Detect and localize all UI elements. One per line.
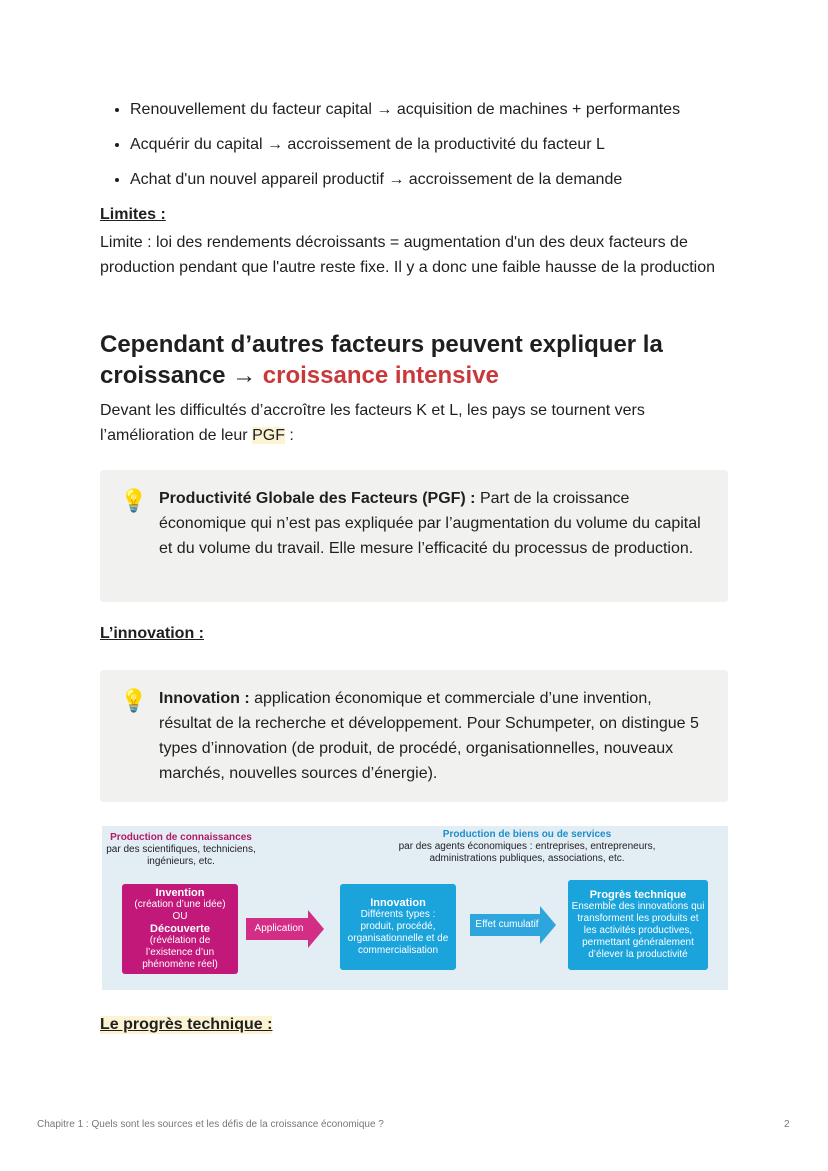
- invention-text: (création d’une idée): [134, 899, 226, 910]
- progres-box-text: Ensemble des innovations qui transforment les produits et les activités productives, permettant généralement d’élever la productivité: [571, 901, 705, 960]
- intro-colon: :: [284, 427, 294, 444]
- innovation-heading: L’innovation :: [100, 625, 204, 642]
- progres-technique-box: [568, 880, 708, 970]
- innovation-callout: [100, 670, 728, 802]
- decouverte-title: Découverte: [150, 923, 210, 935]
- diagram-right-subtitle: par des agents économiques : entreprises, entrepreneurs, administrations publiques, associations, etc.: [398, 841, 656, 864]
- innovation-diagram: [102, 826, 728, 990]
- innovation-box-title: Innovation: [370, 897, 426, 909]
- section-title: [100, 329, 728, 391]
- callout-definition: application économique et commerciale d’une invention, résultat de la recherche et développement. Pour Schumpeter, on distingue 5 types d’innovation (de produit, de procédé, organisationnelles, nouveaux marchés, nouvelles sources d’énergie).: [159, 690, 699, 782]
- application-arrow: [246, 918, 324, 940]
- callout-definition: Part de la croissance économique qui n’est pas expliquée par l’augmentation du volume du capital et du volume du travail. Elle mesure l’efficacité du processus de production.: [159, 490, 701, 557]
- limites-heading: Limites :: [100, 206, 166, 223]
- effet-cumulatif-label: Effet cumulatif: [475, 919, 539, 930]
- callout-term: Productivité Globale des Facteurs (PGF) :: [159, 490, 476, 507]
- decouverte-text: (révélation de l’existence d’un phénomène réel): [142, 935, 218, 970]
- list-item: • Achat d'un nouvel appareil productif → accroissement de la demande: [130, 168, 750, 192]
- innovation-box: [340, 884, 456, 970]
- invention-box: [122, 884, 238, 974]
- section-title-highlight: croissance intensive: [262, 362, 499, 389]
- or-label: OU: [172, 911, 188, 922]
- diagram-left-subtitle: par des scientifiques, techniciens, ingénieurs, etc.: [106, 844, 256, 867]
- diagram-left-header: [106, 832, 256, 868]
- invention-title: Invention: [155, 887, 205, 899]
- list-item: • Renouvellement du facteur capital → acquisition de machines + performantes: [130, 98, 750, 122]
- progres-box-title: Progrès technique: [589, 889, 687, 901]
- page-number: 2: [784, 1119, 790, 1130]
- diagram-right-header: [392, 829, 662, 865]
- application-label: Application: [254, 923, 304, 934]
- diagram-right-title: Production de biens ou de services: [442, 829, 612, 840]
- pgf-highlight: PGF: [252, 427, 285, 444]
- limites-text: Limite : loi des rendements décroissants = augmentation d'un des deux facteurs de production pendant que l'autre reste fixe. Il y a donc une faible hausse de la production: [100, 234, 716, 276]
- intro-text: Devant les difficultés d’accroître les facteurs K et L, les pays se tournent vers l’amélioration de leur: [100, 402, 645, 444]
- list-item: • Acquérir du capital → accroissement de la productivité du facteur L: [130, 133, 750, 157]
- progres-heading: Le progrès technique :: [100, 1016, 273, 1033]
- diagram-left-title: Production de connaissances: [110, 832, 252, 843]
- callout-term: Innovation :: [159, 690, 250, 707]
- lightbulb-icon: 💡: [120, 688, 148, 713]
- bullet-list: [100, 98, 750, 203]
- lightbulb-icon: 💡: [120, 488, 148, 513]
- innovation-box-text: Différents types : produit, procédé, organisationnelle et de commercialisation: [347, 909, 449, 956]
- section-title-main: Cependant d’autres facteurs peuvent expliquer la croissance →: [100, 331, 663, 389]
- footer-chapter: Chapitre 1 : Quels sont les sources et les défis de la croissance économique ?: [37, 1119, 384, 1130]
- section-intro: [100, 398, 728, 448]
- effet-cumulatif-arrow: [470, 914, 556, 936]
- pgf-callout: [100, 470, 728, 602]
